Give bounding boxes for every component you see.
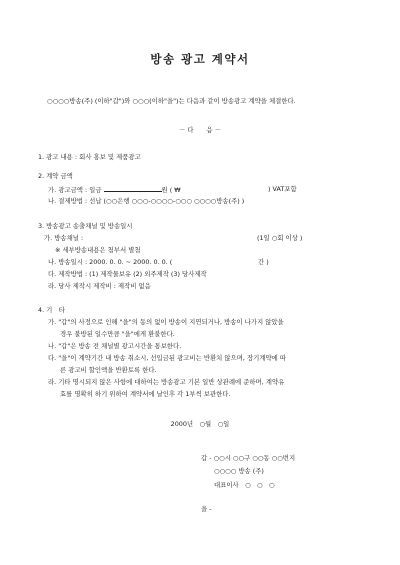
section-4-ra-line2: 효를 명확히 하기 위하여 계약서에 날인후 각 1부씩 보관한다. [60,390,231,398]
intro-text: ○○○○방송(주) (이하"갑")와 ○○○(이하"을")는 다음과 같이 방송광고 계약을 체결한다. [47,97,296,105]
section-4-ga-line2: 경우 불방된 일수만큼 "을"에게 환불한다. [60,330,175,338]
section-4-ga-line1: 가. "갑"의 사정으로 인해 "을"의 동의 없이 방송이 지연되거나, 방송이 나가지 않았을 [48,318,284,326]
da-eum-heading: － 다 음 － [179,126,221,134]
party-a-address: 갑 - ○○시 ○○구 ○○동 ○○번지 [201,454,296,462]
section-4-na: 나. "갑"은 방송 전 채널별 광고시간을 통보한다. [48,342,182,350]
amount-won: 원 ( ₩ [161,186,181,194]
section-4-da-line2: 른 광고비 할인액을 반환토록 한다. [60,366,157,374]
section-4-da-line1: 다. "을"이 계약기간 내 방송 취소시, 선입금된 광고비는 반환치 않으며, 장기계약에 따 [48,354,287,362]
section-4-ra-line1: 라. 기타 명시되지 않은 사항에 대하여는 방송광고 기본 일반 상관례에 준하며, 계약유 [48,378,285,386]
party-b-label: 을 - [201,505,212,513]
party-a-company: ○○○○ 방송 (주) [214,467,264,475]
section-2-payment: 나. 결제방법 : 선납 (○○은행 ○○○-○○○○-○○○ ○○○○방송(주) ) [48,197,245,205]
section-3-production-cost: 라. 당사 제작시 제작비 : 제작비 없음 [48,282,151,290]
section-2-heading: 2. 계약 금액 [38,172,73,180]
section-3-airdate-period: 간 ) [258,258,269,266]
amount-blank [104,185,162,192]
amount-vat: ) VAT포함 [268,185,297,193]
section-4-heading: 4. 기 타 [38,306,65,314]
party-a-representative: 대표이사 ○ ○ ○ [214,481,275,489]
section-1-heading: 1. 광고 내용 : 회사 홍보 및 제품광고 [38,153,141,161]
section-3-heading: 3. 방송광고 송출채널 및 방송일시 [38,222,133,230]
section-3-production: 다. 제작방법 : (1) 제작물보유 (2) 외주제작 (3) 당사제작 [48,270,207,278]
section-3-airdate: 나. 방송일시 : 2000. 0. 0. ~ 2000. 0. 0. ( [48,258,173,266]
document-title: 방송 광고 계약서 [150,52,250,66]
section-2-amount [48,185,181,194]
contract-date: 2000년 ○월 ○일 [170,420,230,428]
section-3-channel: 가. 방송채널 : [44,234,84,242]
amount-label: 가. 광고금액 : 일금 [48,186,102,194]
section-3-note: ※ 세부방송내용은 첨부서 별첨 [55,246,141,254]
section-3-channel-frequency: (1일 ○회 이상 ) [257,234,303,242]
